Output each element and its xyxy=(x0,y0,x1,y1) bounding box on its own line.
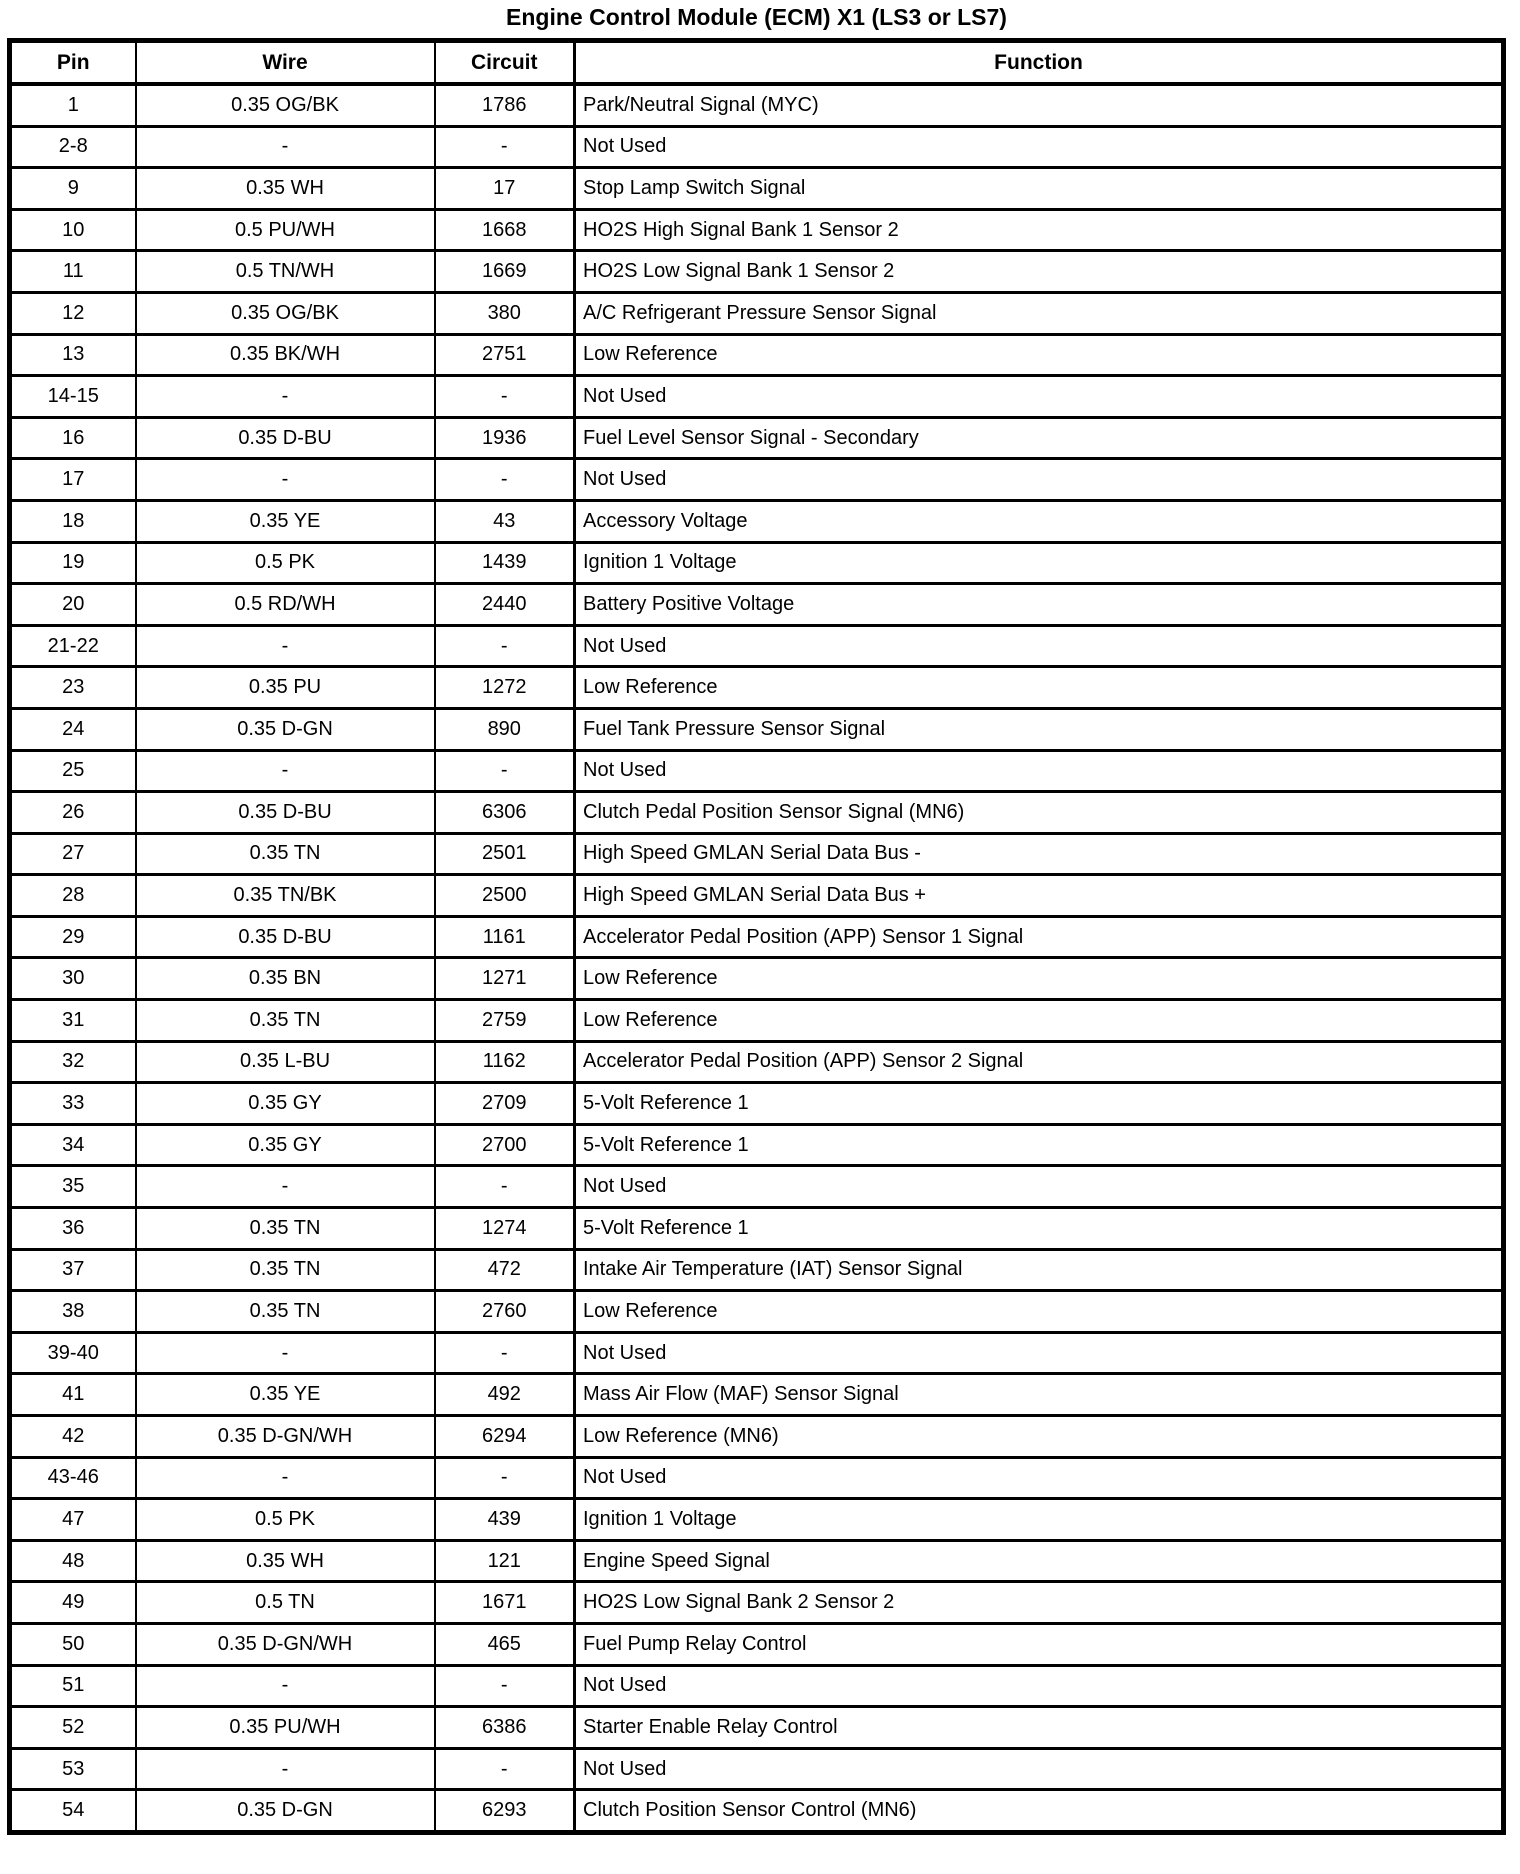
table-row xyxy=(10,1083,1504,1125)
pin-cell: 49 xyxy=(10,1582,136,1624)
wire-cell: 0.35 D-BU xyxy=(136,792,435,834)
wire-cell: 0.35 TN xyxy=(136,1000,435,1042)
wire-cell: - xyxy=(136,625,435,667)
circuit-cell: 2760 xyxy=(435,1291,575,1333)
function-cell: Ignition 1 Voltage xyxy=(575,1499,1504,1541)
function-cell: Low Reference xyxy=(575,1291,1504,1333)
circuit-cell: 6386 xyxy=(435,1707,575,1749)
pin-cell: 23 xyxy=(10,667,136,709)
pin-cell: 18 xyxy=(10,500,136,542)
function-cell: Battery Positive Voltage xyxy=(575,584,1504,626)
pin-cell: 10 xyxy=(10,209,136,251)
wire-cell: 0.35 D-GN/WH xyxy=(136,1623,435,1665)
circuit-cell: - xyxy=(435,1166,575,1208)
wire-cell: 0.35 PU/WH xyxy=(136,1707,435,1749)
table-row xyxy=(10,625,1504,667)
pin-cell: 25 xyxy=(10,750,136,792)
table-row xyxy=(10,1582,1504,1624)
pin-cell: 38 xyxy=(10,1291,136,1333)
pin-cell: 12 xyxy=(10,292,136,334)
table-row xyxy=(10,750,1504,792)
wire-cell: 0.35 OG/BK xyxy=(136,292,435,334)
table-row xyxy=(10,1790,1504,1833)
table-row xyxy=(10,1124,1504,1166)
pin-cell: 16 xyxy=(10,417,136,459)
wire-cell: 0.35 D-GN xyxy=(136,1790,435,1833)
table-row xyxy=(10,1041,1504,1083)
pin-cell: 21-22 xyxy=(10,625,136,667)
wire-cell: 0.35 TN xyxy=(136,1291,435,1333)
circuit-cell: - xyxy=(435,625,575,667)
table-row xyxy=(10,209,1504,251)
pin-cell: 36 xyxy=(10,1208,136,1250)
pin-cell: 41 xyxy=(10,1374,136,1416)
pin-cell: 42 xyxy=(10,1416,136,1458)
circuit-cell: 890 xyxy=(435,708,575,750)
circuit-cell: - xyxy=(435,376,575,418)
wire-cell: - xyxy=(136,750,435,792)
wire-cell: - xyxy=(136,1332,435,1374)
function-cell: A/C Refrigerant Pressure Sensor Signal xyxy=(575,292,1504,334)
wire-cell: 0.5 PK xyxy=(136,1499,435,1541)
table-row xyxy=(10,1665,1504,1707)
wire-cell: 0.5 PU/WH xyxy=(136,209,435,251)
wire-cell: 0.35 OG/BK xyxy=(136,84,435,126)
circuit-cell: 1161 xyxy=(435,916,575,958)
circuit-cell: - xyxy=(435,750,575,792)
pin-cell: 32 xyxy=(10,1041,136,1083)
function-cell: Not Used xyxy=(575,625,1504,667)
column-header-wire: Wire xyxy=(136,41,435,85)
pin-cell: 24 xyxy=(10,708,136,750)
wire-cell: 0.35 YE xyxy=(136,500,435,542)
table-row xyxy=(10,1332,1504,1374)
pin-cell: 43-46 xyxy=(10,1457,136,1499)
function-cell: Low Reference (MN6) xyxy=(575,1416,1504,1458)
wire-cell: - xyxy=(136,1665,435,1707)
wire-cell: 0.35 GY xyxy=(136,1124,435,1166)
circuit-cell: - xyxy=(435,1665,575,1707)
circuit-cell: - xyxy=(435,1748,575,1790)
circuit-cell: - xyxy=(435,1332,575,1374)
function-cell: Park/Neutral Signal (MYC) xyxy=(575,84,1504,126)
function-cell: High Speed GMLAN Serial Data Bus - xyxy=(575,833,1504,875)
circuit-cell: 1439 xyxy=(435,542,575,584)
wire-cell: 0.35 D-BU xyxy=(136,916,435,958)
function-cell: Not Used xyxy=(575,1748,1504,1790)
function-cell: High Speed GMLAN Serial Data Bus + xyxy=(575,875,1504,917)
table-row xyxy=(10,168,1504,210)
wire-cell: 0.35 WH xyxy=(136,168,435,210)
circuit-cell: 2500 xyxy=(435,875,575,917)
pin-cell: 11 xyxy=(10,251,136,293)
table-row xyxy=(10,459,1504,501)
pin-cell: 28 xyxy=(10,875,136,917)
function-cell: Fuel Level Sensor Signal - Secondary xyxy=(575,417,1504,459)
circuit-cell: 2751 xyxy=(435,334,575,376)
pin-cell: 31 xyxy=(10,1000,136,1042)
table-row xyxy=(10,708,1504,750)
pin-cell: 53 xyxy=(10,1748,136,1790)
circuit-cell: 1936 xyxy=(435,417,575,459)
circuit-cell: - xyxy=(435,126,575,168)
function-cell: Not Used xyxy=(575,459,1504,501)
pin-cell: 54 xyxy=(10,1790,136,1833)
pin-cell: 1 xyxy=(10,84,136,126)
wire-cell: 0.35 TN xyxy=(136,1208,435,1250)
table-row xyxy=(10,84,1504,126)
pin-cell: 30 xyxy=(10,958,136,1000)
wire-cell: 0.5 TN/WH xyxy=(136,251,435,293)
function-cell: Not Used xyxy=(575,1665,1504,1707)
wire-cell: 0.35 GY xyxy=(136,1083,435,1125)
pin-cell: 2-8 xyxy=(10,126,136,168)
column-header-circuit: Circuit xyxy=(435,41,575,85)
circuit-cell: 439 xyxy=(435,1499,575,1541)
wire-cell: 0.35 PU xyxy=(136,667,435,709)
table-row xyxy=(10,1707,1504,1749)
pin-cell: 39-40 xyxy=(10,1332,136,1374)
circuit-cell: 380 xyxy=(435,292,575,334)
function-cell: Fuel Pump Relay Control xyxy=(575,1623,1504,1665)
circuit-cell: 1271 xyxy=(435,958,575,1000)
wire-cell: 0.35 D-BU xyxy=(136,417,435,459)
circuit-cell: - xyxy=(435,1457,575,1499)
table-row xyxy=(10,376,1504,418)
circuit-cell: - xyxy=(435,459,575,501)
wire-cell: 0.35 BK/WH xyxy=(136,334,435,376)
circuit-cell: 43 xyxy=(435,500,575,542)
function-cell: Not Used xyxy=(575,750,1504,792)
wire-cell: 0.5 RD/WH xyxy=(136,584,435,626)
wire-cell: - xyxy=(136,1748,435,1790)
circuit-cell: 1668 xyxy=(435,209,575,251)
function-cell: Low Reference xyxy=(575,667,1504,709)
pin-cell: 19 xyxy=(10,542,136,584)
wire-cell: 0.35 YE xyxy=(136,1374,435,1416)
table-row xyxy=(10,1000,1504,1042)
wire-cell: 0.35 TN/BK xyxy=(136,875,435,917)
pin-cell: 35 xyxy=(10,1166,136,1208)
pin-cell: 48 xyxy=(10,1540,136,1582)
table-row xyxy=(10,251,1504,293)
function-cell: Low Reference xyxy=(575,958,1504,1000)
function-cell: Not Used xyxy=(575,1332,1504,1374)
function-cell: Not Used xyxy=(575,1166,1504,1208)
pin-cell: 20 xyxy=(10,584,136,626)
function-cell: HO2S Low Signal Bank 1 Sensor 2 xyxy=(575,251,1504,293)
table-row xyxy=(10,1249,1504,1291)
function-cell: Engine Speed Signal xyxy=(575,1540,1504,1582)
function-cell: Accessory Voltage xyxy=(575,500,1504,542)
pin-cell: 50 xyxy=(10,1623,136,1665)
function-cell: Clutch Position Sensor Control (MN6) xyxy=(575,1790,1504,1833)
function-cell: Accelerator Pedal Position (APP) Sensor 2 Signal xyxy=(575,1041,1504,1083)
table-body xyxy=(10,84,1504,1832)
table-row xyxy=(10,1499,1504,1541)
pin-cell: 51 xyxy=(10,1665,136,1707)
function-cell: HO2S Low Signal Bank 2 Sensor 2 xyxy=(575,1582,1504,1624)
function-cell: Low Reference xyxy=(575,1000,1504,1042)
pin-cell: 9 xyxy=(10,168,136,210)
wire-cell: 0.35 L-BU xyxy=(136,1041,435,1083)
function-cell: Not Used xyxy=(575,376,1504,418)
circuit-cell: 2759 xyxy=(435,1000,575,1042)
wire-cell: 0.5 PK xyxy=(136,542,435,584)
header-row xyxy=(10,41,1504,85)
function-cell: 5-Volt Reference 1 xyxy=(575,1083,1504,1125)
table-row xyxy=(10,1416,1504,1458)
circuit-cell: 1162 xyxy=(435,1041,575,1083)
page-title: Engine Control Module (ECM) X1 (LS3 or LS7) xyxy=(506,4,1007,30)
column-header-pin: Pin xyxy=(10,41,136,85)
circuit-cell: 1669 xyxy=(435,251,575,293)
pin-cell: 27 xyxy=(10,833,136,875)
function-cell: Stop Lamp Switch Signal xyxy=(575,168,1504,210)
function-cell: 5-Volt Reference 1 xyxy=(575,1208,1504,1250)
circuit-cell: 2700 xyxy=(435,1124,575,1166)
table-row xyxy=(10,126,1504,168)
pin-cell: 33 xyxy=(10,1083,136,1125)
circuit-cell: 2501 xyxy=(435,833,575,875)
pin-cell: 37 xyxy=(10,1249,136,1291)
wire-cell: - xyxy=(136,1457,435,1499)
table-row xyxy=(10,792,1504,834)
function-cell: Ignition 1 Voltage xyxy=(575,542,1504,584)
table-row xyxy=(10,916,1504,958)
function-cell: Accelerator Pedal Position (APP) Sensor 1 Signal xyxy=(575,916,1504,958)
wire-cell: 0.35 WH xyxy=(136,1540,435,1582)
table-row xyxy=(10,1374,1504,1416)
function-cell: Starter Enable Relay Control xyxy=(575,1707,1504,1749)
function-cell: Low Reference xyxy=(575,334,1504,376)
pin-cell: 34 xyxy=(10,1124,136,1166)
table-row xyxy=(10,958,1504,1000)
wire-cell: 0.35 D-GN xyxy=(136,708,435,750)
table-row xyxy=(10,292,1504,334)
circuit-cell: 1274 xyxy=(435,1208,575,1250)
table-row xyxy=(10,833,1504,875)
table-row xyxy=(10,1166,1504,1208)
table-header xyxy=(10,41,1504,85)
circuit-cell: 17 xyxy=(435,168,575,210)
table-row xyxy=(10,1208,1504,1250)
function-cell: Clutch Pedal Position Sensor Signal (MN6) xyxy=(575,792,1504,834)
pin-cell: 17 xyxy=(10,459,136,501)
ecm-pinout-table xyxy=(7,38,1506,1835)
wire-cell: 0.5 TN xyxy=(136,1582,435,1624)
wire-cell: - xyxy=(136,126,435,168)
circuit-cell: 1786 xyxy=(435,84,575,126)
function-cell: Not Used xyxy=(575,1457,1504,1499)
circuit-cell: 121 xyxy=(435,1540,575,1582)
wire-cell: 0.35 TN xyxy=(136,1249,435,1291)
circuit-cell: 6293 xyxy=(435,1790,575,1833)
circuit-cell: 6306 xyxy=(435,792,575,834)
table-row xyxy=(10,334,1504,376)
pin-cell: 14-15 xyxy=(10,376,136,418)
pin-cell: 29 xyxy=(10,916,136,958)
table-row xyxy=(10,584,1504,626)
table-row xyxy=(10,500,1504,542)
wire-cell: - xyxy=(136,376,435,418)
wire-cell: - xyxy=(136,1166,435,1208)
circuit-cell: 6294 xyxy=(435,1416,575,1458)
function-cell: HO2S High Signal Bank 1 Sensor 2 xyxy=(575,209,1504,251)
table-row xyxy=(10,667,1504,709)
table-row xyxy=(10,1540,1504,1582)
column-header-function: Function xyxy=(575,41,1504,85)
circuit-cell: 2709 xyxy=(435,1083,575,1125)
table-row xyxy=(10,1291,1504,1333)
table-row xyxy=(10,1748,1504,1790)
function-cell: Intake Air Temperature (IAT) Sensor Signal xyxy=(575,1249,1504,1291)
pin-cell: 47 xyxy=(10,1499,136,1541)
circuit-cell: 472 xyxy=(435,1249,575,1291)
pin-cell: 26 xyxy=(10,792,136,834)
circuit-cell: 492 xyxy=(435,1374,575,1416)
table-row xyxy=(10,1457,1504,1499)
wire-cell: - xyxy=(136,459,435,501)
table-row xyxy=(10,417,1504,459)
circuit-cell: 1671 xyxy=(435,1582,575,1624)
circuit-cell: 2440 xyxy=(435,584,575,626)
function-cell: 5-Volt Reference 1 xyxy=(575,1124,1504,1166)
wire-cell: 0.35 D-GN/WH xyxy=(136,1416,435,1458)
function-cell: Mass Air Flow (MAF) Sensor Signal xyxy=(575,1374,1504,1416)
wire-cell: 0.35 BN xyxy=(136,958,435,1000)
pin-cell: 52 xyxy=(10,1707,136,1749)
table-row xyxy=(10,1623,1504,1665)
table-row xyxy=(10,542,1504,584)
function-cell: Fuel Tank Pressure Sensor Signal xyxy=(575,708,1504,750)
circuit-cell: 1272 xyxy=(435,667,575,709)
pin-cell: 13 xyxy=(10,334,136,376)
table-row xyxy=(10,875,1504,917)
function-cell: Not Used xyxy=(575,126,1504,168)
circuit-cell: 465 xyxy=(435,1623,575,1665)
wire-cell: 0.35 TN xyxy=(136,833,435,875)
